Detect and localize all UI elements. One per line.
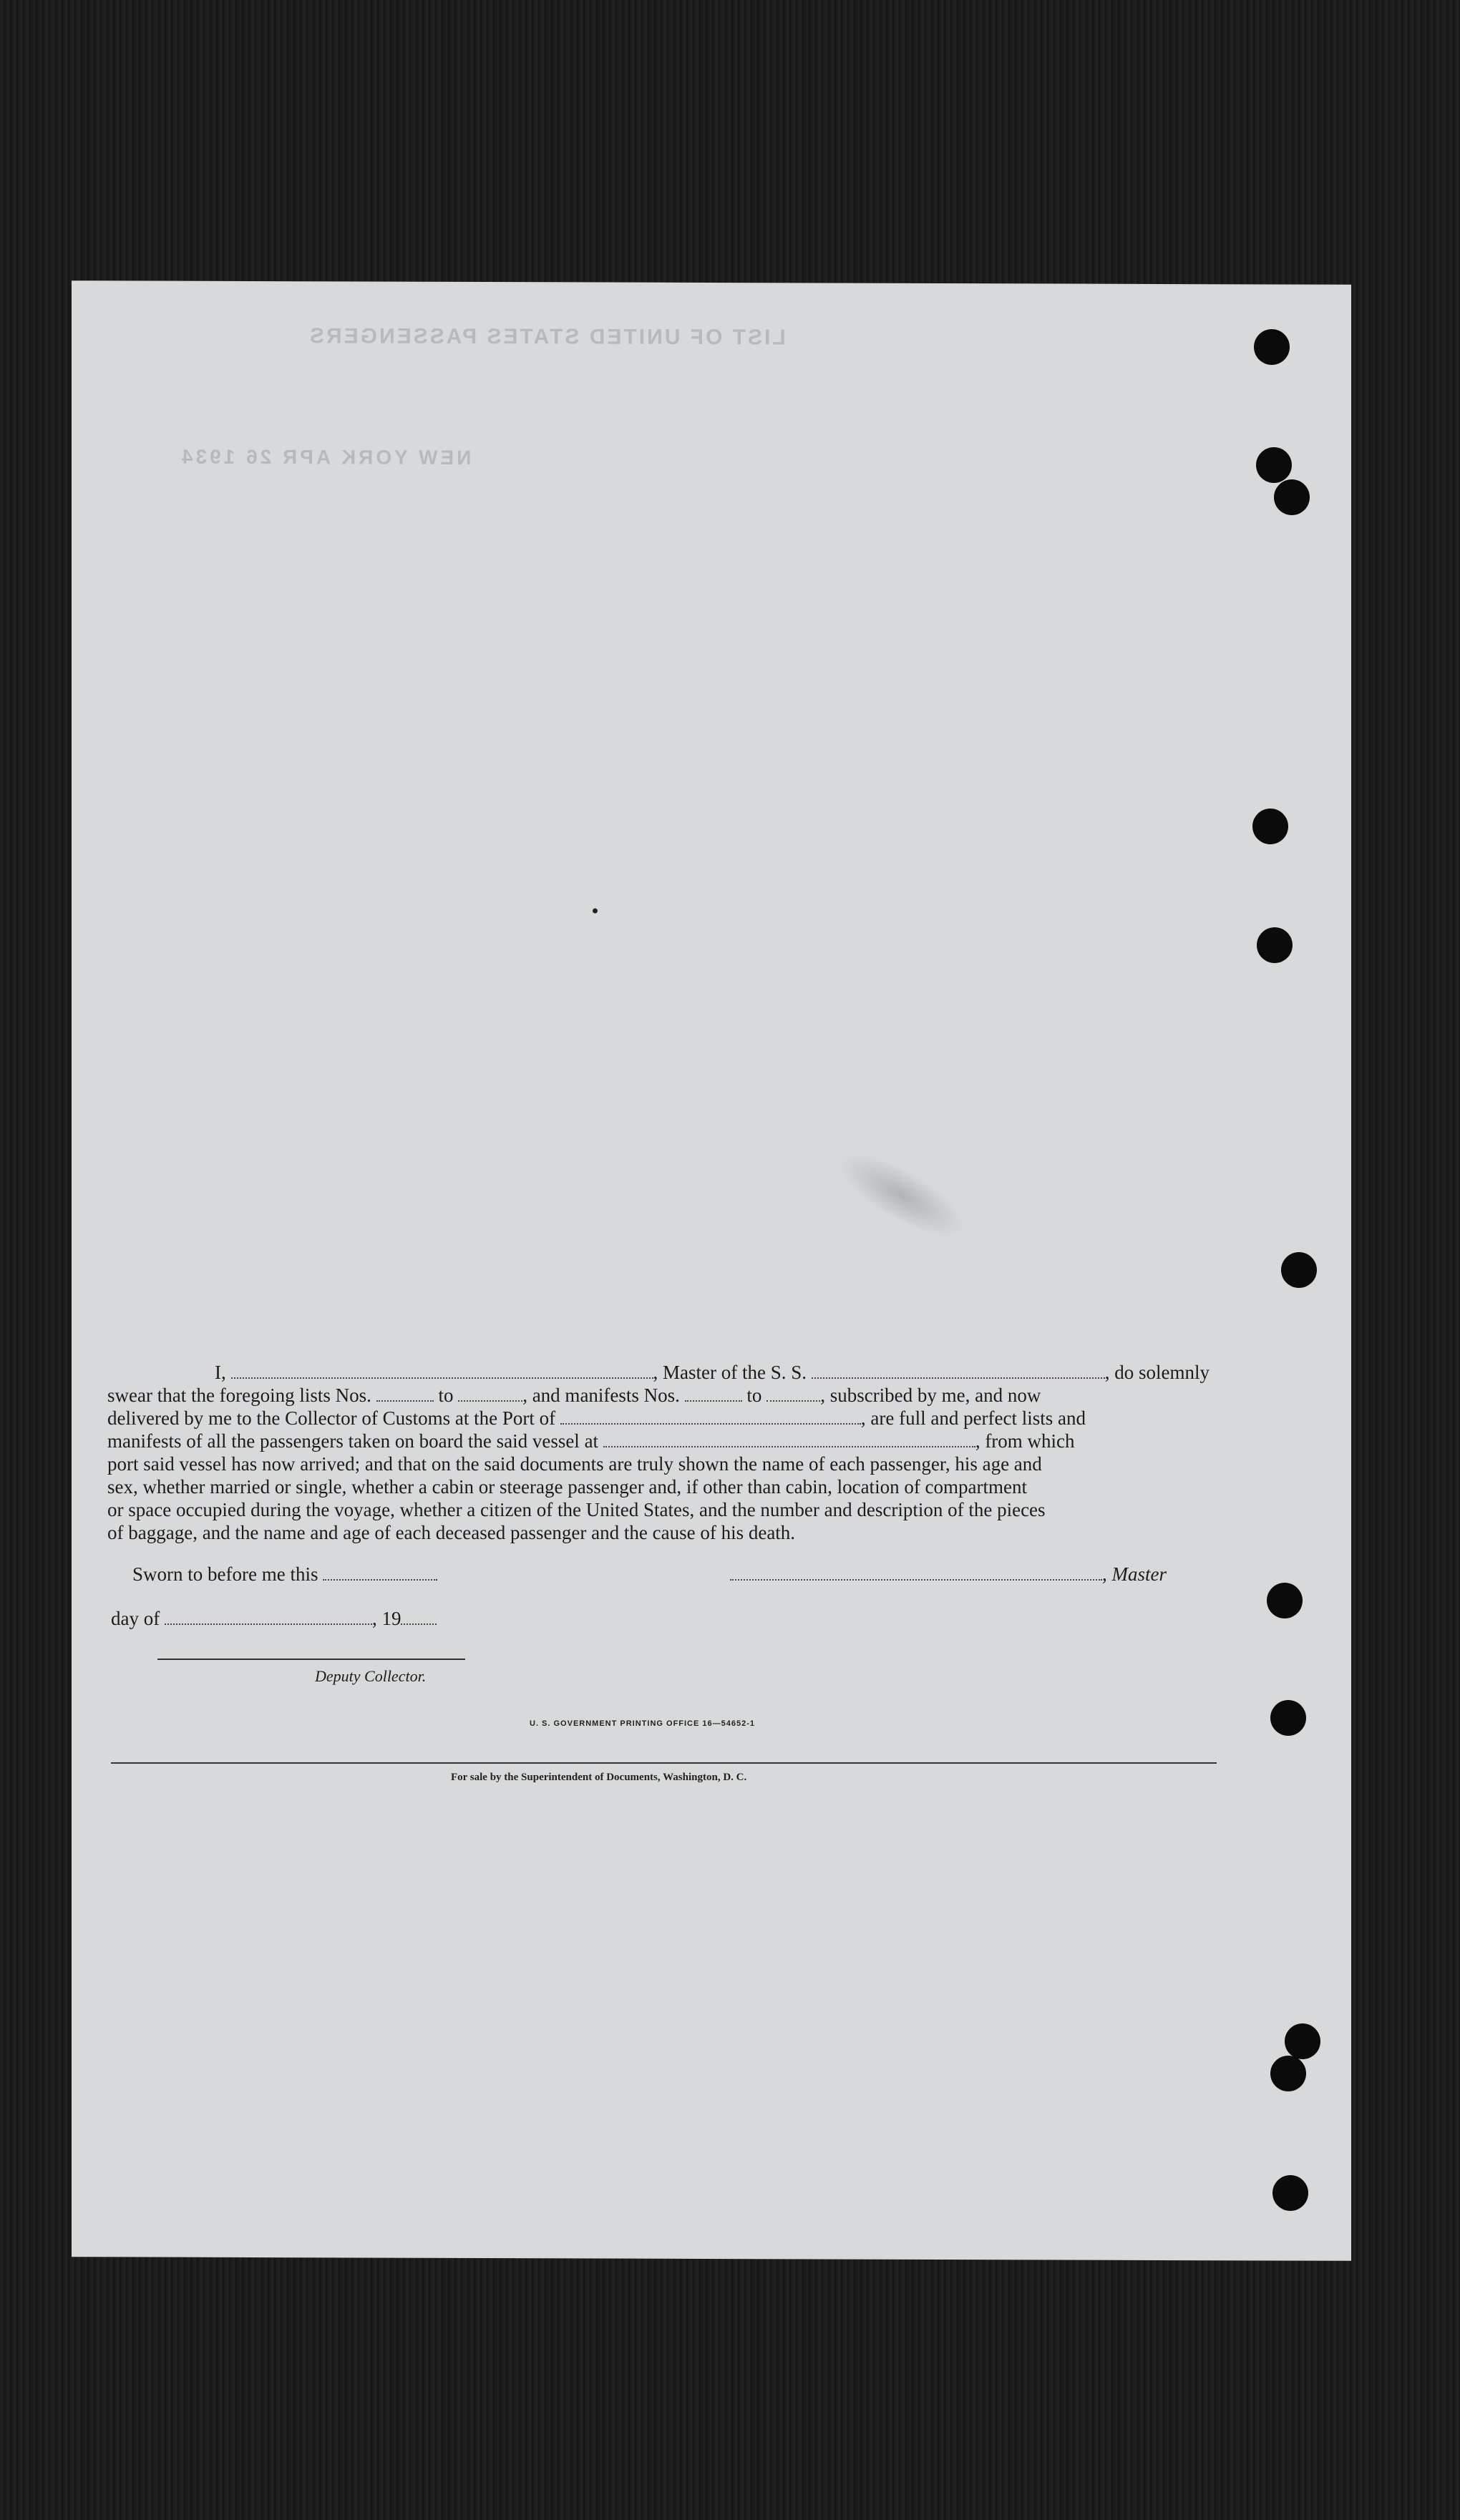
oath-line-6: sex, whether married or single, whether a cabin or steerage passenger and, if other than cabin, location of compartment: [107, 1476, 1028, 1498]
ink-smudge: [827, 1138, 976, 1253]
oath-line-5: port said vessel has now arrived; and that on the said documents are truly shown the name of each passenger, his age and: [107, 1453, 1042, 1475]
day-of-line: day of , 19: [111, 1608, 437, 1630]
punch-hole: [1285, 2023, 1320, 2059]
document-page: [72, 280, 1351, 2261]
speck: [593, 908, 598, 913]
punch-hole: [1267, 1583, 1303, 1618]
oath-line-3: delivered by me to the Collector of Customs at the Port of , are full and perfect lists and: [107, 1407, 1086, 1429]
punch-hole: [1252, 809, 1288, 844]
punch-hole: [1270, 2056, 1306, 2091]
ghost-stamp-date: NEW YORK APR 26 1934: [179, 445, 472, 469]
punch-hole: [1257, 927, 1293, 963]
sale-notice: For sale by the Superintendent of Documents, Washington, D. C.: [451, 1772, 747, 1783]
printing-office-imprint: U. S. GOVERNMENT PRINTING OFFICE 16—54652-1: [530, 1719, 756, 1728]
punch-hole: [1272, 2175, 1308, 2211]
oath-line-4: manifests of all the passengers taken on board the said vessel at , from which: [107, 1430, 1075, 1452]
master-signature-line: , Master: [730, 1563, 1167, 1586]
punch-hole: [1256, 447, 1292, 483]
oath-line-8: of baggage, and the name and age of each deceased passenger and the cause of his death.: [107, 1522, 796, 1543]
deputy-collector-label: Deputy Collector.: [315, 1667, 427, 1685]
deputy-signature-rule: [157, 1659, 465, 1660]
punch-hole: [1281, 1252, 1317, 1288]
oath-line-2: swear that the foregoing lists Nos. to , and manifests Nos. to , subscribed by me, and now: [107, 1384, 1041, 1406]
punch-hole: [1274, 479, 1310, 515]
punch-hole: [1270, 1700, 1306, 1736]
oath-line-1: I, , Master of the S. S. , do solemnly: [215, 1362, 1210, 1383]
ghost-stamp-title: LIST OF UNITED STATES PASSENGERS: [308, 324, 786, 350]
sworn-line: Sworn to before me this: [132, 1563, 437, 1586]
punch-hole: [1254, 329, 1290, 365]
oath-line-7: or space occupied during the voyage, whether a citizen of the United States, and the number and description of the pieces: [107, 1499, 1046, 1520]
footer-rule: [111, 1762, 1217, 1764]
master-oath-paragraph: [107, 1361, 1245, 1544]
